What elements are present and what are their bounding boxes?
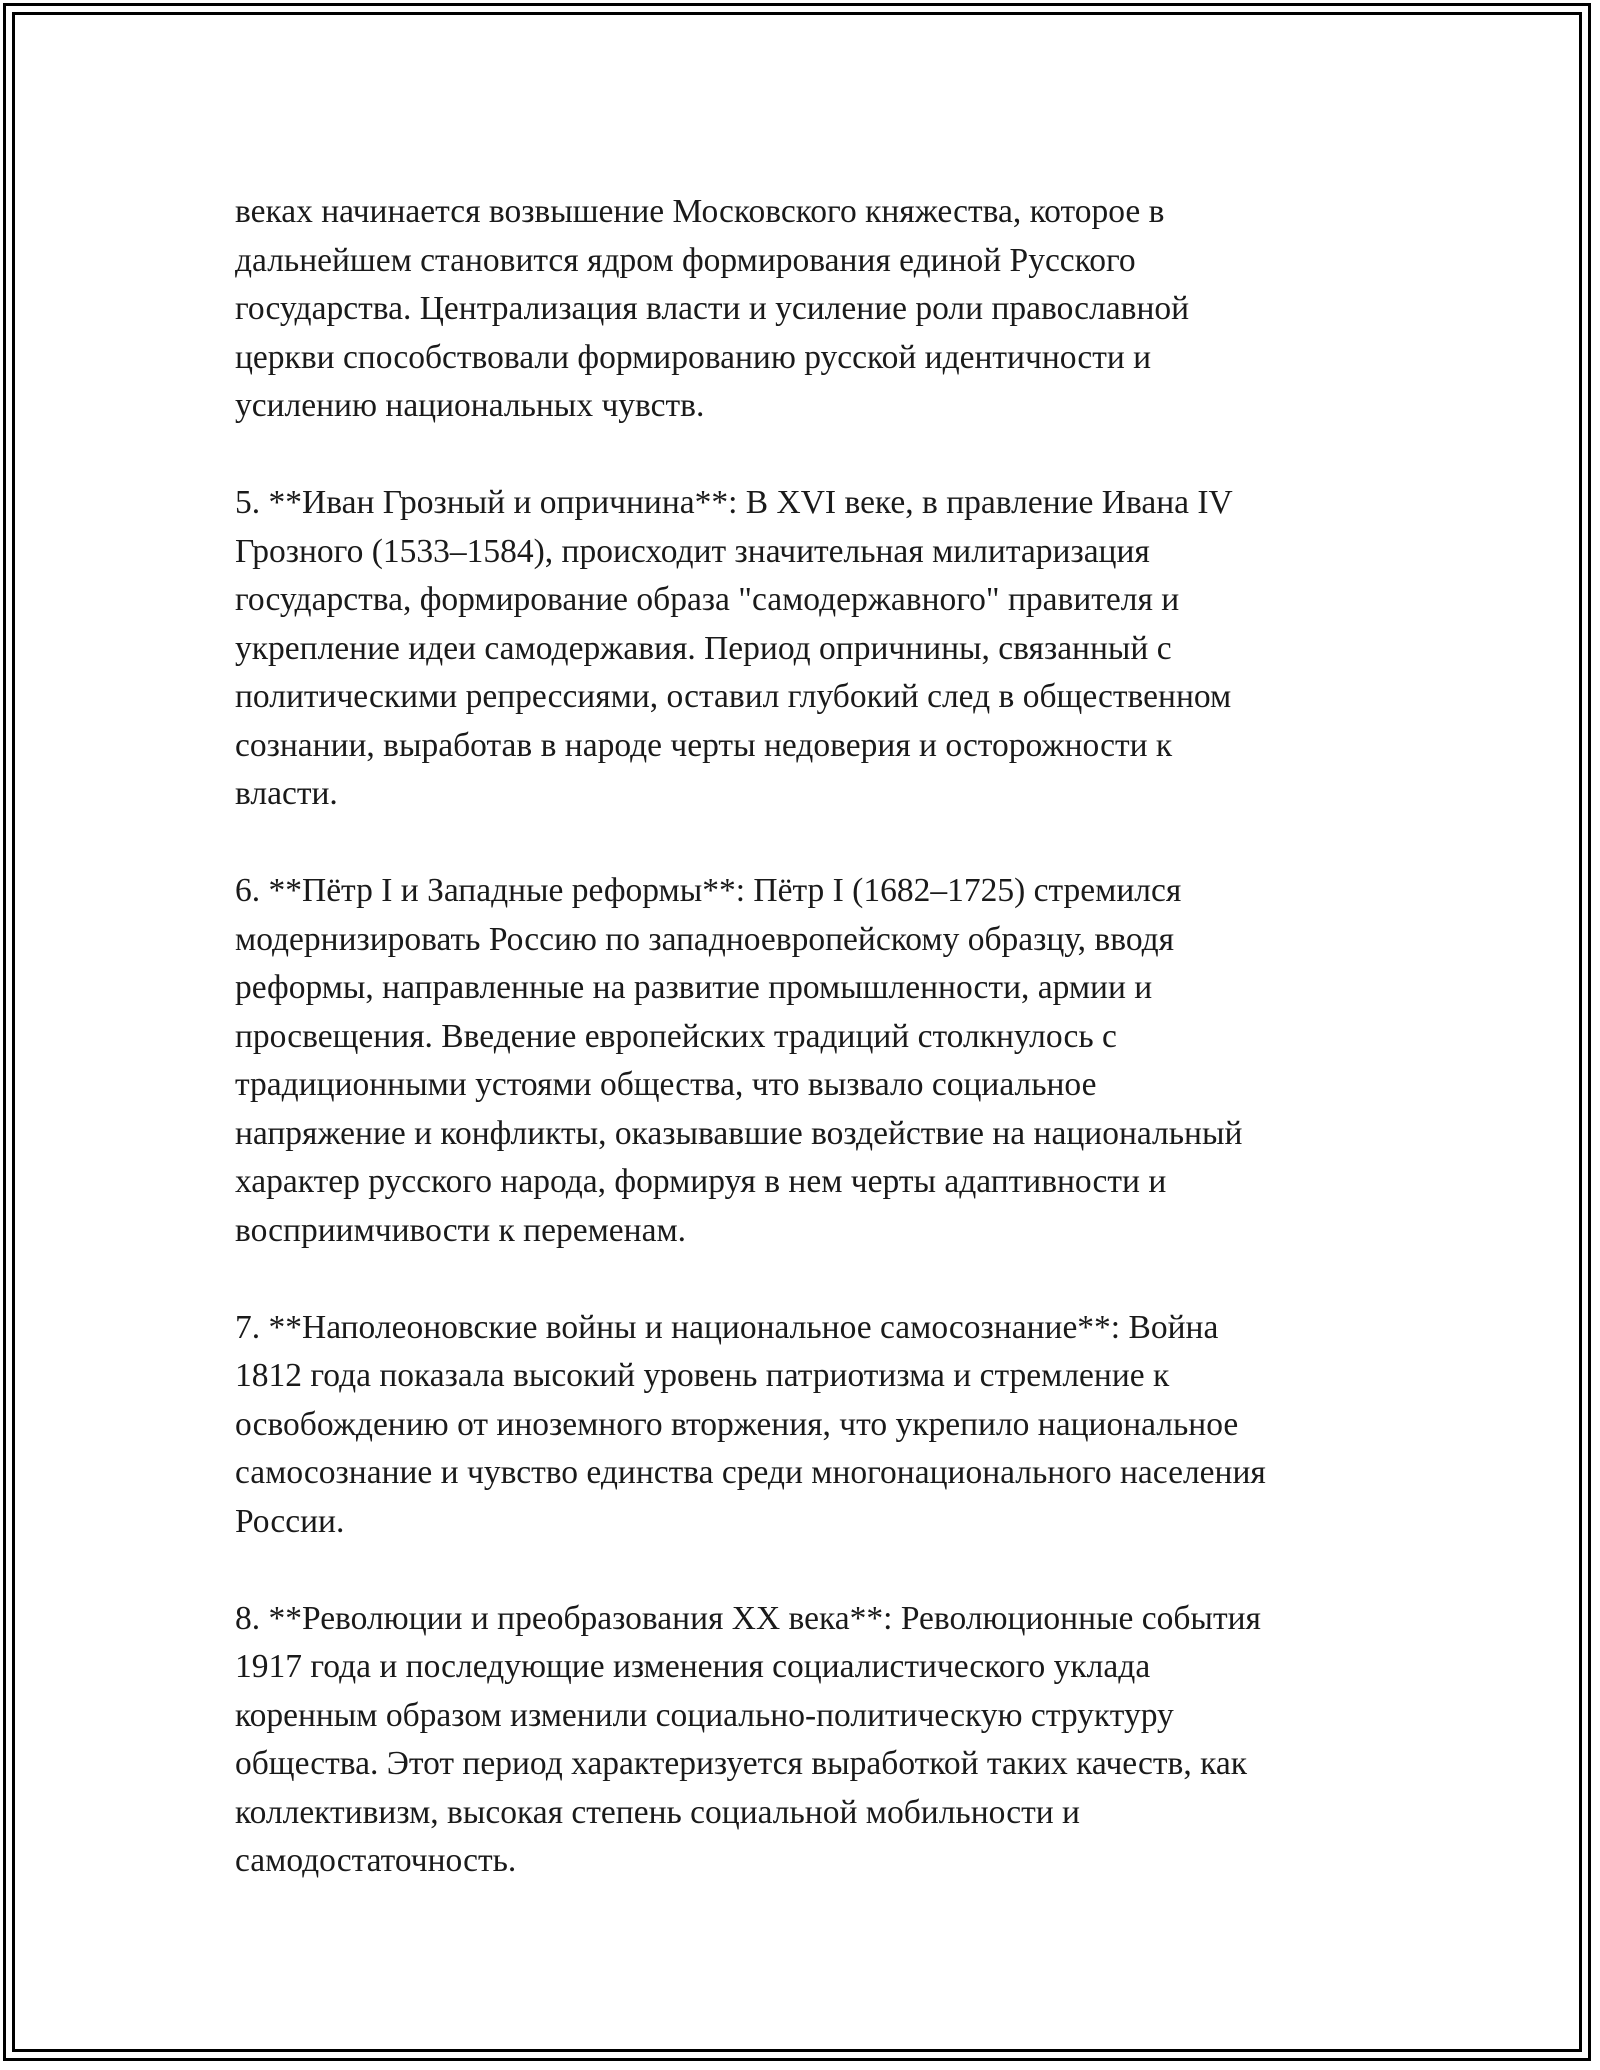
paragraph-peter-reforms: 6. **Пётр I и Западные реформы**: Пётр I (1682–1725) стремился модернизировать Россию по западноевропейскому образцу, вводя реформы, направленные на развитие промышленности, армии и просвещения. Введение европейских традиций столкнулось с традиционными устоями общества, что вызвало социальное напряжение и конфликты, оказывавшие воздействие на национальный характер русского народа, формируя в нем черты адаптивности и восприимчивости к переменам.: [235, 872, 1243, 1249]
paragraph-20th-century-revolutions: 8. **Революции и преобразования XX века**: Революционные события 1917 года и последующие изменения социалистического уклада коренным образом изменили социально-политическую структуру общества. Этот период характеризуется выработкой таких качеств, как коллективизм, высокая степень социальной мобильности и самодостаточность.: [235, 1599, 1261, 1879]
document-body: [235, 188, 1415, 1886]
paragraph-spacer: [235, 1546, 1415, 1595]
paragraph-spacer: [235, 1255, 1415, 1304]
paragraph-spacer: [235, 431, 1415, 480]
paragraph-muscovy-rise: веках начинается возвышение Московского княжества, которое в дальнейшем становится ядром формирования единой Русского государства. Централизация власти и усиление роли православной церкви способствовали формированию русской идентичности и усилению национальных чувств.: [235, 193, 1190, 424]
paragraph-ivan-grozny: 5. **Иван Грозный и опричнина**: В XVI веке, в правление Ивана IV Грозного (1533–1584), происходит значительная милитаризация государства, формирование образа "самодержавного" правителя и укрепление идеи самодержавия. Период опричнины, связанный с политическими репрессиями, оставил глубокий след в общественном сознании, выработав в народе черты недоверия и осторожности к власти.: [235, 484, 1233, 812]
paragraph-napoleonic-wars: 7. **Наполеоновские войны и национальное самосознание**: Война 1812 года показала высокий уровень патриотизма и стремление к освобождению от иноземного вторжения, что укрепило национальное самосознание и чувство единства среди многонационального населения России.: [235, 1308, 1266, 1540]
paragraph-spacer: [235, 819, 1415, 868]
